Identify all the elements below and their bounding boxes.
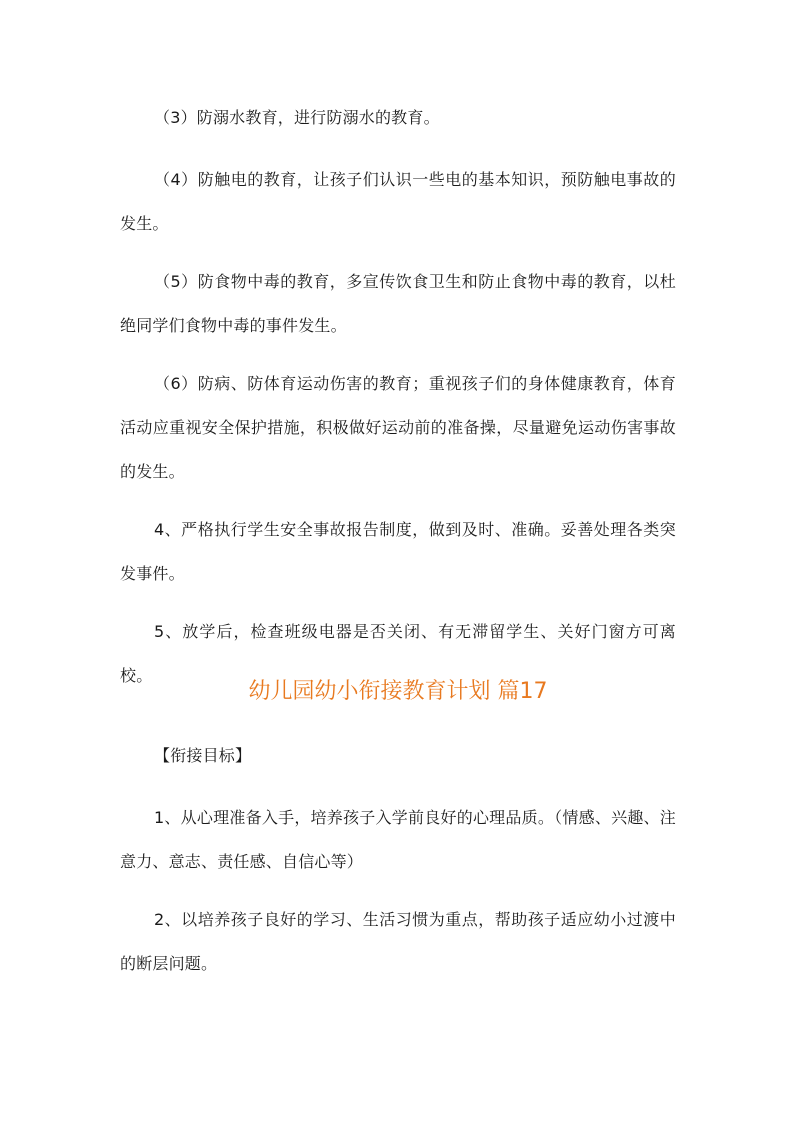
paragraph-goal-1: 1、从心理准备入手，培养孩子入学前良好的心理品质。（情感、兴趣、注意力、意志、责任感、自信心等）: [120, 808, 676, 871]
paragraph-food-poisoning-education: （5）防食物中毒的教育，多宣传饮食卫生和防止食物中毒的教育，以杜绝同学们食物中毒的事件发生。: [120, 272, 676, 335]
paragraph-accident-reporting: 4、严格执行学生安全事故报告制度，做到及时、准确。妥善处理各类突发事件。: [120, 520, 676, 583]
paragraph-goal-2: 2、以培养孩子良好的学习、生活习惯为重点，帮助孩子适应幼小过渡中的断层问题。: [120, 910, 676, 973]
paragraph-sports-injury-education: （6）防病、防体育运动伤害的教育；重视孩子们的身体健康教育，体育活动应重视安全保护措施，积极做好运动前的准备操，尽量避免运动伤害事故的发生。: [120, 374, 676, 481]
paragraph-after-school-check: 5、放学后，检查班级电器是否关闭、有无滞留学生、关好门窗方可离校。: [120, 622, 676, 685]
paragraph-goals-label: 【衔接目标】: [154, 746, 252, 765]
paragraph-electric-shock-education: （4）防触电的教育，让孩子们认识一些电的基本知识，预防触电事故的发生。: [120, 170, 676, 233]
paragraph-drowning-education: （3）防溺水教育，进行防溺水的教育。: [154, 108, 440, 127]
section-heading: 幼儿园幼小衔接教育计划 篇17: [248, 679, 548, 704]
